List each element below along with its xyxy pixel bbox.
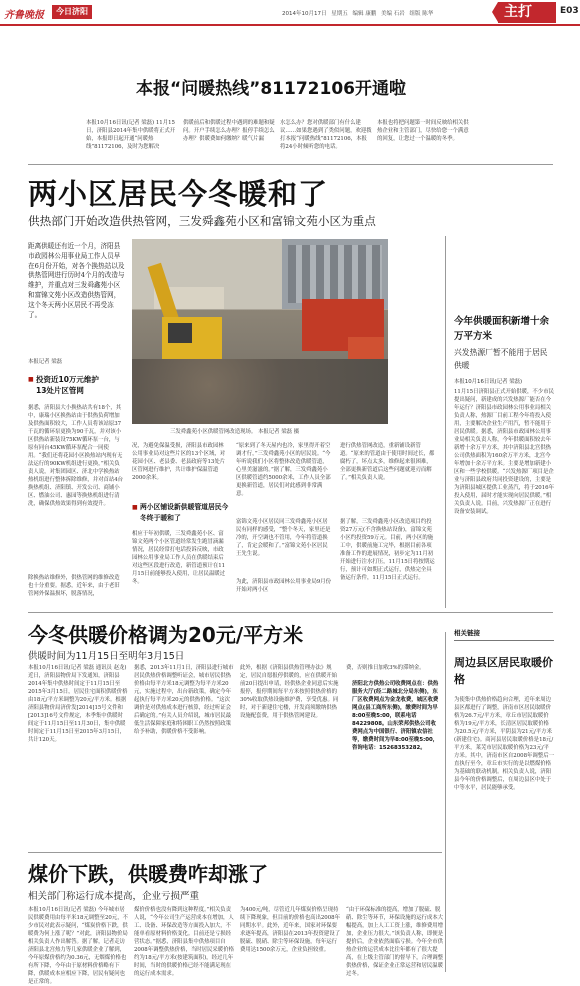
sidebar2-body: 为使集中供热价格趋向合理，近年来周边县区都进行了调整，济南市区居民取暖价格为26.7元/平方米，章丘市居民取暖价格为19元/平方米，长清区居民取暖价格为20.5元/平方米，平阴县为21元/平方米(新建住宅)。商河县居民取暖价格是18元/平方米，莱芜市居民取暖价格为23元/平方米。其中，济南市区自2008年调整后一直执行至今，章丘市实行的是以燃煤价格为基础的联动机制。相关负责人说，济阳县今年的价格调整后，在周边县区中处于中等水平，居民能够承受。 bbox=[454, 697, 554, 791]
main-col-1b: 除换热站维修外，供热管网的维修改造也十分重要。据悉，近年来，由于老旧管网外保温损坏，脱落情况， bbox=[28, 575, 120, 597]
main-col-2: 况，为避免保温受损，济阳县市政园林公用事业局对这些片区的13个区域，对花园小区、老县委、老县政府等13处片区管网进行维护，共计维护保温管道2000余米。 bbox=[132, 443, 226, 481]
top-story-col-4: 本报也将把问题第一时间反映给相关供热企业和主管部门，尽快给您一个满意的回复，让您过一个温暖的冬季。 bbox=[377, 120, 469, 142]
sidebar2-headline: 周边县区居民取暖价格 bbox=[454, 656, 553, 686]
divider bbox=[28, 164, 553, 165]
photo-rubble bbox=[132, 359, 388, 424]
price-col-1: 本报10月16日讯(记者 梁磊 通讯员 赵龙) 近日，济阳县物价局下发通知，济阳县2014年集中供热时间定于11月15日至2015年3月15日，居民住宅面积供暖价格由18元/平方米调整为20元/平方米。根据济阳县物价局济价发[2014]15号文件和[2013]16号文件规定，本季集中供暖时间定于11月15日至11月30日，集中供暖时间定于11月15日至2015年3月15日，共计120天。 bbox=[28, 665, 128, 743]
editor: 编辑 康鹏 bbox=[352, 11, 377, 17]
main-col-1: 据悉，济阳县大小换热站共有18个，其中，康瑞小区换热站由于供热负荷增加及供热面积较大，工作人员将该站原37千瓦的循环泵更换为90千瓦，并对该小区供热站新装设75KW循环泵一台，与原有同台45KW循环泵配合一同使用。“我们还将花园小区换热站内现有无法运行的90KW机组进行更换，”相关负责人说，对集团园区、济北中学换热站热机组进行整体拆除维修，并对首站4台换热机组、济阳镇、开发公司、商铺小区、燃油公司、惠园等换热机组进行清洗，确保供热效果得到有效提升。 bbox=[28, 405, 124, 507]
main-story-subhead: 供热部门开始改造供热管网，三发舜鑫苑小区和富锦文苑小区为重点 bbox=[28, 214, 376, 228]
price-story-headline: 今冬供暖价格调为20元/平方米 bbox=[28, 623, 304, 647]
divider bbox=[28, 852, 442, 853]
price-story-subhead: 供暖时间为11月15日至明年3月15日 bbox=[28, 651, 185, 662]
masthead bbox=[0, 0, 580, 26]
top-story-col-3: 水怎么办？您对供暖部门有什么建议……如果您遇到了类似问题，欢迎拨打本报“问暖热线”81172106，本报将24小时倾听您的电话。 bbox=[280, 120, 372, 150]
top-story-col-1: 本报10月16日讯(记者 梁磊) 11月15日，济阳县2014年集中供暖将正式开始，本报即日起开通“问暖热线”81172106，及时为您解决 bbox=[86, 120, 176, 150]
sidebar1-body: 11月15日济阳县正式开始供暖，不少市民提出疑问，新建成的兴发热源厂能否在今年运行？济阳县市政园林公用事业局相关负责人称，热源厂目前工程今年将投入使用，主要解决企业生产用汽，暂不能用于居民供暖。据悉，济阳县市政园林公用事业局相关负责人称，今年供暖面积较去年新增十余万平方米，其中济阳县北宫供热公司供热面积为160余万平方米，北宫今年增加十余万平方米。主要是增加新建小区和一些学校供暖。“兴发热源厂项目是企业与济阳县政府共同投资建设的，主要是为济阳县城区提供工业蒸汽，将于2016年投入使用，届时才能实现向居民供暖。”相关负责人说。目前，兴发热源厂正在进行设备安装调试。 bbox=[454, 389, 554, 515]
square-bullet-icon: ■ bbox=[28, 376, 34, 383]
news-photo bbox=[132, 239, 388, 424]
subhead-2-text: 两小区铺设新供暖管道居民今冬终于暖和了 bbox=[140, 503, 229, 522]
main-story-lead: 距离供暖还有近一个月，济阳县市政园林公用事业局工作人员早在6月份开始，对各个换热站以及供热管网进行历时4个月的改造与维护，并重点对三发舜鑫苑小区和富锦文苑小区改造供热管网，这个冬天两小区居民不再受冻了。 bbox=[28, 242, 125, 319]
column-badge bbox=[498, 2, 556, 23]
page-number: E03 bbox=[560, 6, 579, 16]
main-col-2b: 相应于年初供暖，三发舜鑫苑小区、富锦文苑两个小区管道经常发生跑冒滴漏情况，居民经常打电话投诉反映，市政园林公用事业局工作人员在供暖结束后对这些区段进行改造，新管道预计在11月15日前能够投入使用，让居民温暖过冬。 bbox=[132, 531, 226, 585]
issue-weekday: 星期五 bbox=[331, 11, 348, 17]
sidebar2-tag: 相关链接 bbox=[454, 629, 480, 637]
photo-excavator-cab bbox=[168, 323, 192, 343]
newspaper-logo: 齐鲁晚报 bbox=[4, 10, 44, 21]
sidebar2-rule bbox=[454, 640, 554, 641]
coal-col-4: “由于环保标准的提高，增加了脱硫、脱硝、除尘等环节，环保设施的运行成本大幅提高，加上人工工资上涨，维修费用增加，企业压力很大。”该负责人称，即便是提价后，企业依然面临亏损。今年全市供热企业的运营成本比往年都有了很大提高，在上级主管部门的督导下，合理调整供热价格，保证企业正常运营和居民温暖过冬。 bbox=[346, 907, 444, 977]
chevron-right-icon bbox=[492, 2, 498, 22]
coal-col-3: 为400元/吨，尽管近几年煤炭价格呈现持续下降现象，但目前的价格也高出2008年同期水平。此外，近年来，国家对环保要求逐年提高，济阳县在2013年投资建设了脱硫、脱硝、除尘等环保设施，每年运行费用达1500余万元，企业负担较重。 bbox=[240, 907, 340, 953]
price-col-4: 费，否则推日加收3%的滞纳金。 bbox=[346, 665, 425, 671]
sidebar1-byline: 本报10月16日讯(记者 梁磊) bbox=[454, 379, 523, 385]
sidebar1-headline: 今年供暖面积新增十余万平方米 bbox=[454, 316, 550, 342]
section-tag: 今日济阳 bbox=[52, 5, 92, 19]
divider bbox=[28, 612, 553, 613]
issue-date: 2014年10月17日 bbox=[282, 11, 327, 17]
column-divider bbox=[445, 236, 446, 608]
subhead-1-text: 投资近10万元维护13处片区管网 bbox=[36, 375, 99, 395]
coal-story-headline: 煤价下跌，供暖费咋却涨了 bbox=[28, 862, 268, 886]
coal-col-2: 煤价价格也没有降到这种程度。”相关负责人说，“今年公司生产运营成本在增加，人工、设备、环保改造等方面投入加大，不能单看原材料价格变化。目前还是亏损经营状态。”据悉，济阳县集中供热项目自2008年调整供热价格，当时居民采暖价格约为18元/平方米(按建筑面积)，经过几年时间，当时的供暖价格已经不能满足现在的运行成本需求。 bbox=[134, 907, 234, 977]
layout-editor: 组版 陈华 bbox=[409, 11, 434, 17]
main-story-reporter: 本报记者 梁磊 bbox=[28, 359, 63, 365]
top-story-headline: 本报“问暖热线”81172106开通啦 bbox=[136, 79, 406, 99]
photo-caption: 三发舜鑫苑小区供暖管网改造现场。 本报记者 梁磊 摄 bbox=[170, 429, 300, 435]
main-col-3c: 为此，济阳县市政园林公用事业局9月份开始对两小区 bbox=[236, 579, 332, 593]
column-name: 主打 bbox=[504, 4, 532, 20]
column-divider bbox=[445, 632, 446, 972]
top-story-col-2: 供暖前后和供暖过程中遇到的难题和疑问。开户手续怎么办理？报停手续怎么办理？供暖费如何缴纳？暖气片漏 bbox=[183, 120, 275, 142]
price-col-2: 据悉，2013年11月1日，济阳县进行城市居民供热价格调整听证会，城市居民供热价格由每平方米18元调整为每平方米20元，实施过程中，出台新政策，确定今年起执行每平方米20元的供热价格。“这次调价是对供热成本进行核算，经过听证会后确定的。”有关人员介绍说，城市居民最低生活保障家庭和特困职工仍然按照政策给予补助，供暖价格不受影响。 bbox=[134, 665, 234, 735]
coal-col-1: 本报10月16日讯(记者 梁磊) 今年城市居民供暖费用由每平米18元调整至20元，不少市民对此表示疑问，“煤炭价格下跌，供暖费为何上涨了呢？”对此，济阳县物价局相关负责人作出解答。据了解，记者走访济阳县北宫热力等几家供暖企业了解到，今年原煤价格约为0.36元，无烟煤价格也有所下降，今年由于原材料价格略有下降，供暖成本应相应下降，居民有疑问也是正常的。 bbox=[28, 907, 128, 985]
main-col-4: 进行供热管网改造，重新铺设新管道。“原来的管道由于使用时间过长，都腐朽了，坏点太多，维修起来很困难，全部更换新管道后这些问题就迎刃而解了。”相关负责人说。 bbox=[340, 443, 435, 481]
main-col-3: “原来到了冬天屋内也冷，家里得开着空调才行，”三发舜鑫苑小区的居民说。“今年听说我们小区将整体改造供暖管道，心里美滋滋的。”据了解，三发舜鑫苑小区供暖管道约5000余米，工作人员全部更换新管道，居民们对此感到非常满意。 bbox=[236, 443, 331, 497]
photo-building-windows bbox=[288, 245, 382, 303]
main-col-4b: 据了解，三发舜鑫苑小区改造项目约投资27万元(不含换热站设备)，富锦文苑小区约投资59万元。目前，两小区的施工中，供暖前施工完毕，根据目前各项准备工作的进展情况，初步定为11月初开始进行注水打压，11月15日将按期运行，预计可如期正式运行，供热完全具备运行条件，11月15日正式运行。 bbox=[340, 519, 435, 581]
coal-story-subhead: 相关部门称运行成本提高，企业亏损严重 bbox=[28, 891, 200, 902]
main-col-3b: 富锦文苑小区居民同三发舜鑫苑小区居民有同样的感受，“整个冬天，家里还是冷的，开空调也不管用，今年将管道换了，肯定会暖和了。”富锦文苑小区居民王先生说。 bbox=[236, 519, 331, 557]
subhead-box-2 bbox=[132, 502, 229, 528]
price-notice: 济阳北方供热公司收费网点在：供热服务大厅(经二路城北分局东侧)，东厂区收费网点为金龙收费，城区收费网点(县工商所东侧)，缴费时间为早8:00至晚5:00，联系电话84229808。山东荣邦供热公司收费网点为中国银行、济阳镇农信社等，缴费时间为早8:00至晚5:00，咨询电话：15268353282。 bbox=[352, 681, 439, 751]
price-col-3: 此外，根据《济阳县供热管理办法》规定，居民自愿报停供暖的，应在供暖开始前20日提出申请，经供热企业同意后实施报停，报停期间每平方米按照供热价格的30%收取供热设施维护费，享受优惠。同时，对于新建住宅楼，开发商须缴纳供热设施配套费，用于供热管网建设。 bbox=[240, 665, 339, 719]
square-bullet-icon: ■ bbox=[132, 504, 138, 511]
art-editor: 美编 石岩 bbox=[381, 11, 405, 17]
subhead-box-1 bbox=[28, 374, 125, 402]
masthead-rule bbox=[0, 24, 580, 26]
sidebar1-subhead: 兴发热源厂暂不能用于居民供暖 bbox=[454, 348, 548, 370]
main-story-headline: 两小区居民今冬暖和了 bbox=[28, 177, 329, 211]
issue-info bbox=[282, 9, 433, 17]
